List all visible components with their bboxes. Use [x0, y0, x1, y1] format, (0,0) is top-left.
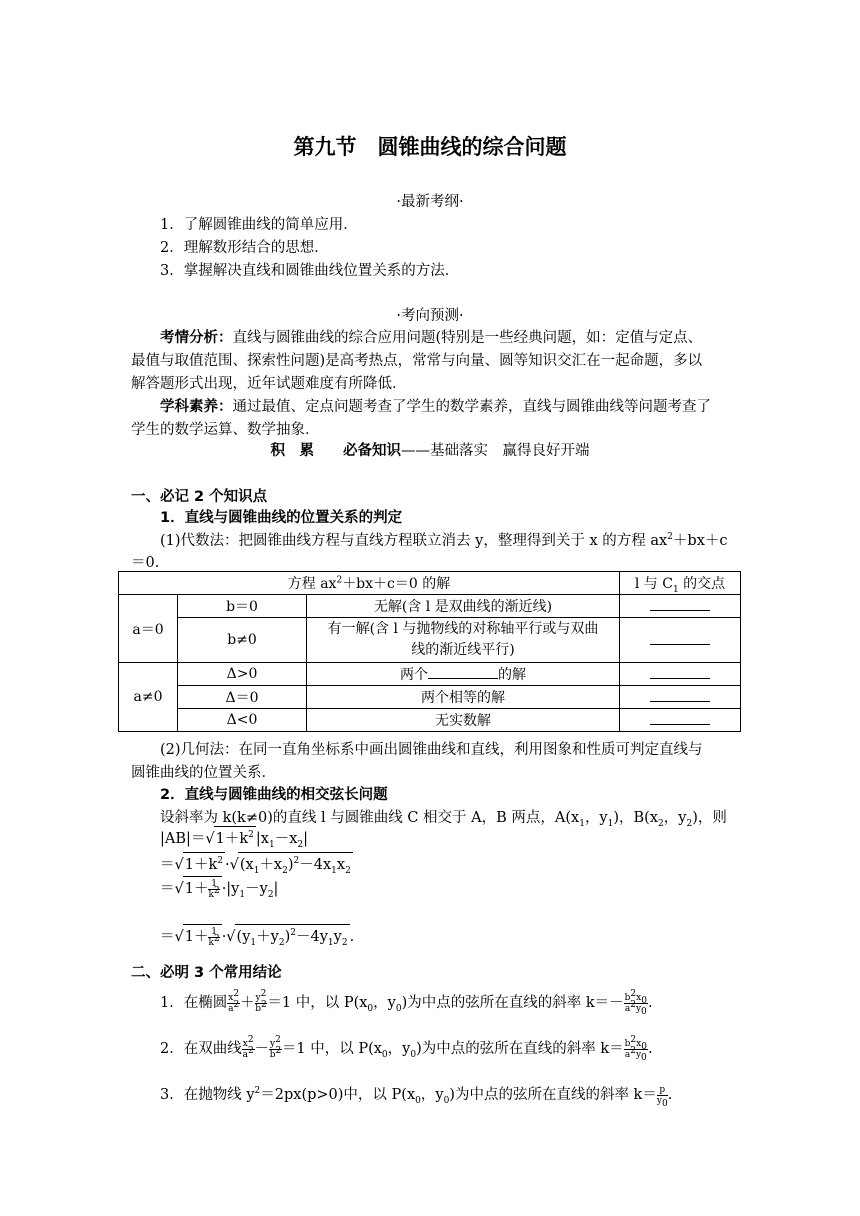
cell-delta-negative-solution: 无实数解 [307, 709, 620, 732]
banner [0, 439, 860, 460]
cell-blank [620, 595, 741, 618]
fill-blank [650, 712, 710, 725]
conclusion-2: 2．在双曲线 $\frac{x^2}{a^2}$ － $\frac{y^2}{b^2}$ ＝1 中，以 $P(x_0$，$y_0$)为中点的弦所在直线的斜率 k＝ $\frac{b^2x_0}{a^2y_0}$ . [160, 1034, 653, 1063]
section1-sub1: 1．直线与圆锥曲线的位置关系的判定 [160, 510, 403, 526]
analysis-line-3: 解答题形式出现，近年试题难度有所降低． [131, 376, 407, 392]
cell-b-nonzero: b≠0 [178, 618, 307, 663]
table-row [119, 618, 741, 663]
cell-blank [620, 663, 741, 686]
cell-blank [620, 618, 741, 663]
algebra-line-2: ＝0. [131, 555, 160, 571]
fill-blank [428, 666, 498, 679]
table-header-equation: 方程 $ax^2+bx+c=0$ 的解 [119, 572, 620, 595]
cell-delta-zero: Δ＝0 [178, 686, 307, 709]
cell-blank [620, 686, 741, 709]
conclusion-3: 3．在抛物线 $y^2=2px(p>0)$中，以 $P(x_0$，$y_0$)为中点的弦所在直线的斜率 k＝ $\frac{p}{y_0}$ . [160, 1084, 673, 1109]
literacy-line-1 [160, 395, 711, 416]
page-title: 第九节 圆锥曲线的综合问题 [293, 135, 567, 159]
fill-blank [650, 689, 710, 702]
table-row [119, 709, 741, 732]
literacy-line-2: 学生的数学运算、数学抽象． [131, 422, 320, 438]
fill-blank [650, 632, 710, 645]
forecast-heading: ·考向预测· [396, 308, 464, 324]
solution-table [118, 571, 741, 732]
table-row [119, 686, 741, 709]
banner-middle: 必备知识 [343, 443, 401, 459]
cell-delta-zero-solution: 两个相等的解 [307, 686, 620, 709]
cell-a-zero: a＝0 [119, 595, 178, 663]
outline-heading: ·最新考纲· [396, 194, 464, 210]
cell-a-nonzero: a≠0 [119, 663, 178, 732]
table-row [119, 572, 741, 595]
algebra-line-1: (1)代数法：把圆锥曲线方程与直线方程联立消去 y，整理得到关于 x 的方程 $ax^2+bx+c$ [160, 532, 728, 549]
cell-b-zero-solution: 无解(含 l 是双曲线的渐近线) [307, 595, 620, 618]
analysis-line-2: 最值与取值范围、探索性问题)是高考热点，常常与向量、圆等知识交汇在一起命题，多以 [131, 353, 703, 369]
analysis-text-1: 直线与圆锥曲线的综合应用问题(特别是一些经典问题，如：定值与定点、 [232, 330, 703, 346]
table-row [119, 663, 741, 686]
section1-heading: 一、必记 2 个知识点 [131, 489, 268, 505]
cell-delta-positive-solution: 两个 的解 [307, 663, 620, 686]
banner-left: 积 累 [270, 443, 314, 459]
chord-formula-3: ＝√1＋ $\frac{1}{k^2}$ $\cdot|y_1-y_2|$ [160, 876, 278, 900]
chord-formula-4: ＝√1＋ $\frac{1}{k^2}$ $\cdot√(y_1+y_2)^2-4y_1y_2$ . [160, 924, 354, 948]
fill-blank [650, 666, 710, 679]
outline-item-3: 3．掌握解决直线和圆锥曲线位置关系的方法． [160, 263, 460, 279]
chord-line-1: 设斜率为 k(k≠0)的直线 l 与圆锥曲线 C 相交于 A，B 两点，$A(x_1$，$y_1$)，$B(x_2$，$y_2$)，则 [160, 810, 727, 829]
cell-delta-negative: Δ<0 [178, 709, 307, 732]
literacy-text-1: 通过最值、定点问题考查了学生的数学素养，直线与圆锥曲线等问题考查了 [232, 399, 711, 415]
table-header-intersections: l 与 $C_1$ 的交点 [620, 572, 741, 595]
analysis-line-1 [160, 326, 702, 347]
outline-item-1: 1．了解圆锥曲线的简单应用． [160, 217, 358, 233]
fill-blank [650, 598, 710, 611]
geometry-line-2: 圆锥曲线的位置关系． [131, 765, 276, 781]
conclusion-1: 1．在椭圆 $\frac{x^2}{a^2}$ ＋ $\frac{y^2}{b^2}$ ＝1 中，以 $P(x_0$，$y_0$)为中点的弦所在直线的斜率 k＝－ $\frac{b^2x_0}{a^2y_0}$ . [160, 988, 653, 1017]
chord-formula-1: $|AB|=√1+k^2$ $|x_1-x_2|$ [160, 826, 308, 848]
cell-blank [620, 709, 741, 732]
outline-item-2: 2．理解数形结合的思想． [160, 240, 329, 256]
banner-right: ——基础落实 赢得良好开端 [401, 443, 590, 459]
cell-b-zero: b＝0 [178, 595, 307, 618]
literacy-label: 学科素养： [160, 399, 233, 415]
cell-b-nonzero-solution: 有一解(含 l 与抛物线的对称轴平行或与双曲 线的渐近线平行) [307, 618, 620, 663]
section1-sub2: 2．直线与圆锥曲线的相交弦长问题 [160, 787, 388, 803]
table-row [119, 595, 741, 618]
analysis-label: 考情分析： [160, 330, 233, 346]
geometry-line-1: (2)几何法：在同一直角坐标系中画出圆锥曲线和直线，利用图象和性质可判定直线与 [160, 742, 703, 758]
cell-delta-positive: Δ>0 [178, 663, 307, 686]
section2-heading: 二、必明 3 个常用结论 [131, 965, 282, 981]
chord-formula-2: $=√1+k^2 \cdot√(x_1+x_2)^2-4x_1x_2$ [160, 852, 353, 874]
